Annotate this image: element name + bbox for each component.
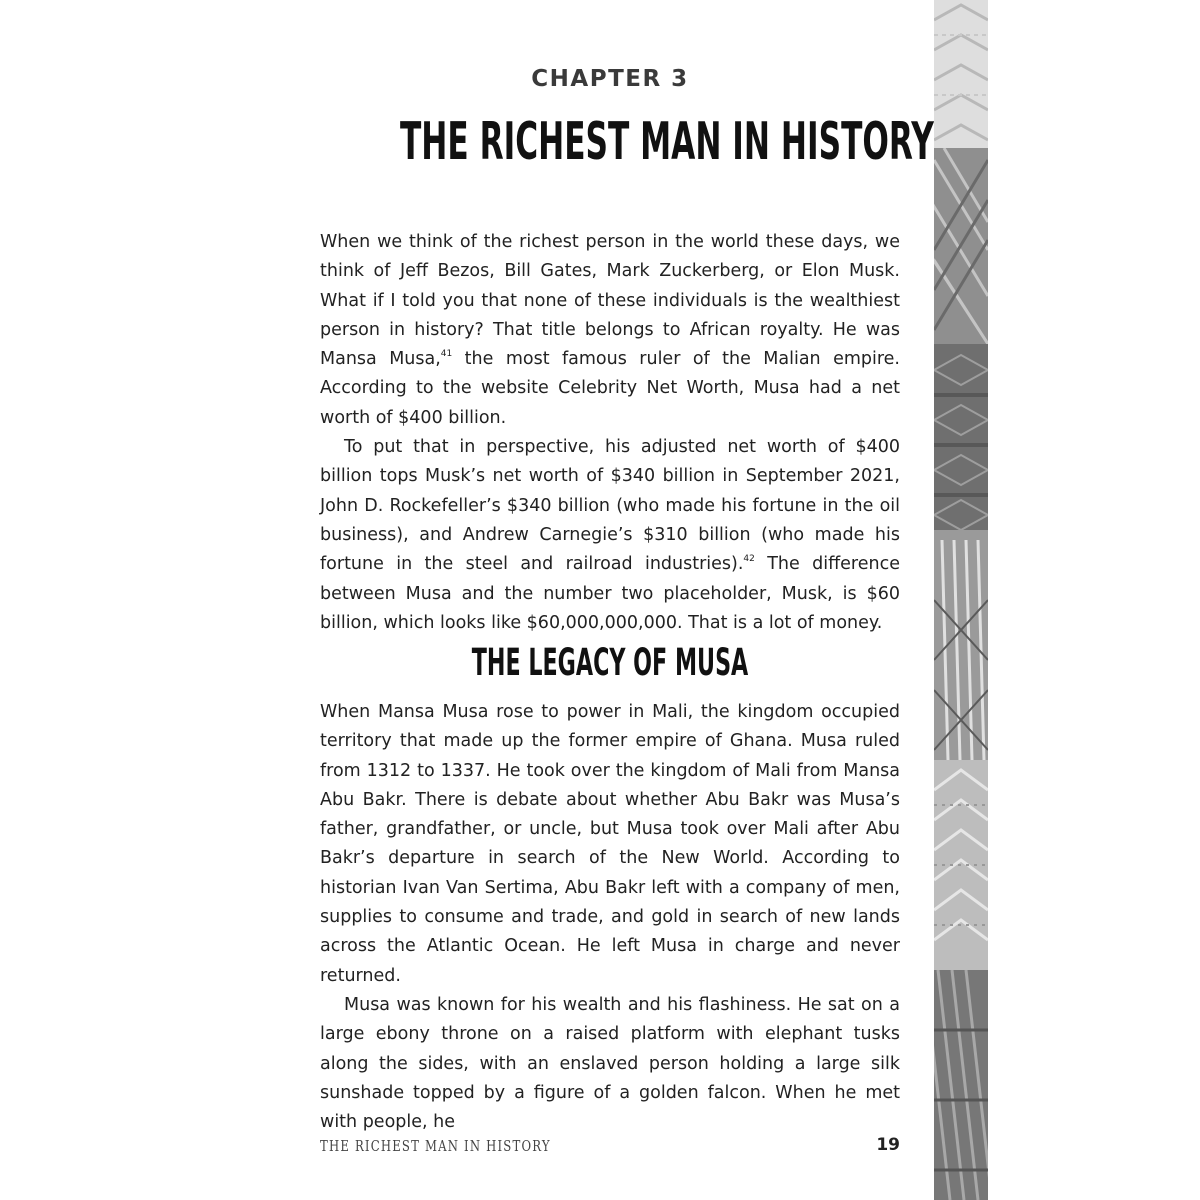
intro-paragraph-1 bbox=[320, 228, 900, 433]
intro-text bbox=[320, 228, 900, 638]
legacy-paragraph-2: Musa was known for his wealth and his flashiness. He sat on a large ebony throne on a raised platform with elephant tusks along the sides, with an enslaved person holding a large silk sunshade topped by a figure of a golden falcon. When he met with people, he bbox=[320, 994, 900, 1133]
page-number: 19 bbox=[876, 1135, 900, 1155]
pattern-tile-2 bbox=[934, 148, 988, 344]
intro-paragraph-2-tail: The difference between Musa and the number two placeholder, Musk, is $60 billion, which looks like $60,000,000,000. That is a lot of money. bbox=[320, 554, 900, 633]
legacy-text bbox=[320, 698, 900, 1137]
intro-paragraph-1-text: When we think of the richest person in the world these days, we think of Jeff Bezos, Bill Gates, Mark Zuckerberg, or Elon Musk. What if I told you that none of these individuals is the wealthiest person in history? That title belongs to African royalty. He was Mansa Musa, bbox=[320, 232, 900, 370]
footnote-marker-41: 41 bbox=[440, 349, 453, 360]
intro-paragraph-2 bbox=[320, 433, 900, 638]
pattern-tile-4 bbox=[934, 530, 988, 760]
intro-paragraph-1-tail: the most famous ruler of the Malian empire. According to the website Celebrity Net Worth, Musa had a net worth of $400 billion. bbox=[320, 349, 900, 428]
running-header: THE RICHEST MAN IN HISTORY bbox=[320, 1137, 551, 1155]
chapter-label: CHAPTER 3 bbox=[531, 66, 689, 92]
footnote-marker-42: 42 bbox=[743, 554, 755, 565]
pattern-tile-3 bbox=[934, 344, 988, 530]
pattern-tile-1 bbox=[934, 0, 988, 148]
pattern-tile-5 bbox=[934, 760, 988, 970]
decorative-pattern-strip bbox=[934, 0, 988, 1200]
intro-paragraph-2-text: To put that in perspective, his adjusted net worth of $400 billion tops Musk’s net worth of $340 billion in September 2021, John D. Rockefeller’s $340 billion (who made his fortune in the oil business), and Andrew Carnegie’s $310 billion (who made his fortune in the steel and railroad industries). bbox=[320, 437, 900, 575]
pattern-tile-6 bbox=[934, 970, 988, 1200]
legacy-paragraph-1: When Mansa Musa rose to power in Mali, the kingdom occupied territory that made up the former empire of Ghana. Musa ruled from 1312 to 1337. He took over the kingdom of Mali from Mansa Abu Bakr. There is debate about whether Abu Bakr was Musa’s father, grandfather, or uncle, but Musa took over Mali after Abu Bakr’s departure in search of the New World. According to historian Ivan Van Sertima, Abu Bakr left with a company of men, supplies to consume and trade, and gold in search of new lands across the Atlantic Ocean. He left Musa in charge and never returned. bbox=[320, 702, 900, 986]
section-heading: THE LEGACY OF MUSA bbox=[471, 641, 749, 684]
chapter-title: THE RICHEST MAN IN HISTORY bbox=[400, 112, 934, 172]
